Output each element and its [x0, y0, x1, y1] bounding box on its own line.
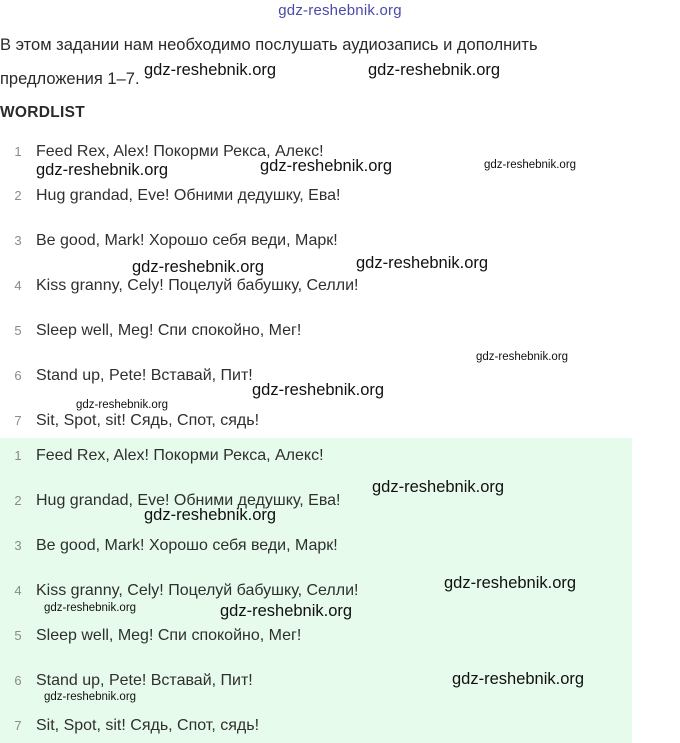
item-number: 6: [14, 368, 22, 383]
item-text: Sleep well, Meg! Спи спокойно, Мег!: [36, 322, 302, 339]
item-number: 2: [14, 188, 22, 203]
item-number: 5: [14, 323, 22, 338]
item-number: 2: [14, 493, 22, 508]
watermark: gdz-reshebnik.org: [36, 161, 169, 179]
watermark: gdz-reshebnik.org: [484, 159, 577, 171]
item-text: Hug grandad, Eve! Обними дедушку, Ева!: [36, 187, 341, 204]
watermark: gdz-reshebnik.org: [144, 506, 277, 524]
item-text: Be good, Mark! Хорошо себя веди, Марк!: [36, 537, 338, 554]
site-header-link[interactable]: gdz-reshebnik.org: [278, 2, 402, 19]
item-text: Sit, Spot, sit! Сядь, Спот, сядь!: [36, 412, 260, 429]
item-text: Feed Rex, Alex! Покорми Рекса, Алекс!: [36, 447, 324, 464]
watermark: gdz-reshebnik.org: [452, 670, 585, 688]
item-number: 4: [14, 278, 22, 293]
item-number: 5: [14, 628, 22, 643]
task-intro: В этом задании нам необходимо послушать аудиозапись и дополнить предложения 1–7.: [0, 36, 538, 88]
item-text: Kiss granny, Cely! Поцелуй бабушку, Селли!: [36, 582, 359, 599]
watermark: gdz-reshebnik.org: [220, 602, 353, 620]
watermark: gdz-reshebnik.org: [144, 61, 277, 79]
watermark: gdz-reshebnik.org: [444, 574, 577, 592]
watermark: gdz-reshebnik.org: [252, 381, 385, 399]
item-number: 1: [14, 448, 22, 463]
item-number: 4: [14, 583, 22, 598]
item-number: 3: [14, 538, 22, 553]
item-text: Stand up, Pete! Вставай, Пит!: [36, 672, 253, 689]
item-number: 3: [14, 233, 22, 248]
wordlist-heading: WORDLIST: [0, 104, 86, 121]
watermark: gdz-reshebnik.org: [76, 399, 169, 411]
item-text: Feed Rex, Alex! Покорми Рекса, Алекс!: [36, 143, 324, 160]
watermark: gdz-reshebnik.org: [372, 478, 505, 496]
item-text: Stand up, Pete! Вставай, Пит!: [36, 367, 253, 384]
item-text: Hug grandad, Eve! Обними дедушку, Ева!: [36, 492, 341, 509]
watermark: gdz-reshebnik.org: [368, 61, 501, 79]
watermark: gdz-reshebnik.org: [356, 254, 489, 272]
item-number: 1: [14, 144, 22, 159]
watermark: gdz-reshebnik.org: [476, 351, 569, 363]
item-text: Sleep well, Meg! Спи спокойно, Мег!: [36, 627, 302, 644]
item-number: 7: [14, 413, 22, 428]
item-text: Kiss granny, Cely! Поцелуй бабушку, Селли!: [36, 277, 359, 294]
item-text: Sit, Spot, sit! Сядь, Спот, сядь!: [36, 717, 260, 734]
watermark: gdz-reshebnik.org: [132, 258, 265, 276]
item-number: 6: [14, 673, 22, 688]
item-text: Be good, Mark! Хорошо себя веди, Марк!: [36, 232, 338, 249]
item-number: 7: [14, 718, 22, 733]
watermark: gdz-reshebnik.org: [260, 157, 393, 175]
watermark: gdz-reshebnik.org: [44, 691, 137, 703]
watermark: gdz-reshebnik.org: [44, 602, 137, 614]
